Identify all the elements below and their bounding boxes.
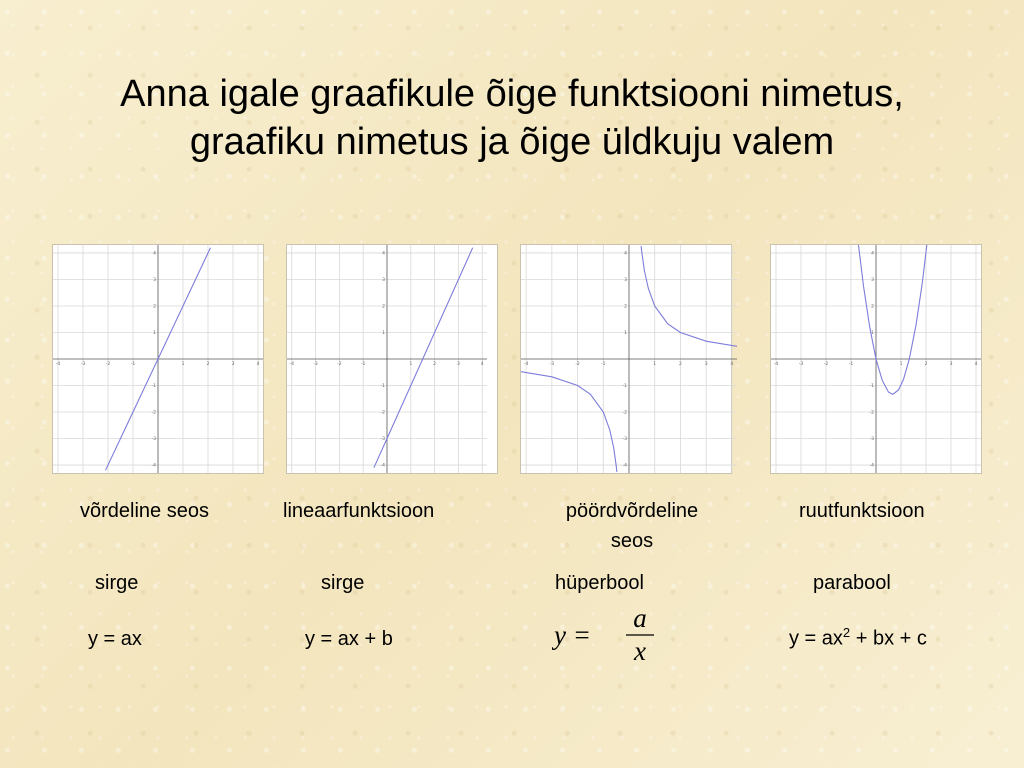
y-tick-label: 4	[871, 251, 874, 257]
plot-3-svg	[521, 245, 737, 473]
x-tick-label: -4	[55, 362, 61, 367]
y-tick-label: 1	[871, 330, 874, 336]
formula-3-lhs: y =	[554, 620, 591, 650]
y-tick-label: -2	[151, 410, 156, 416]
y-tick-label: -4	[151, 463, 156, 469]
title-line-2: graafiku nimetus ja õige üldkuju valem	[189, 121, 835, 163]
y-tick-label: 4	[624, 251, 627, 257]
x-tick-label: 1	[181, 362, 185, 367]
x-tick-label: -2	[575, 362, 580, 367]
y-tick-label: 2	[871, 304, 874, 310]
x-tick-label: -1	[848, 362, 854, 367]
x-tick-label: -3	[80, 362, 86, 367]
y-tick-label: -4	[622, 463, 627, 469]
y-tick-label: -3	[869, 437, 874, 443]
y-tick-label: -1	[622, 384, 627, 390]
y-tick-label: 4	[153, 251, 156, 257]
x-tick-label: -4	[773, 362, 779, 367]
x-tick-label: 4	[256, 362, 260, 367]
x-tick-label: 2	[206, 362, 210, 367]
function-curve	[858, 245, 928, 394]
x-tick-label: 2	[433, 362, 437, 367]
function-curve	[521, 372, 617, 472]
function-name-3-line-2: seos	[610, 530, 654, 552]
plot-quadratic-function	[770, 244, 982, 474]
formula-3-denominator: x	[634, 636, 646, 666]
y-tick-label: -2	[622, 410, 627, 416]
x-tick-label: 3	[949, 362, 953, 367]
x-tick-label: -4	[523, 362, 529, 367]
y-tick-label: 2	[382, 304, 385, 310]
y-tick-label: 2	[624, 304, 627, 310]
x-tick-label: 3	[231, 362, 235, 367]
x-tick-label: -2	[823, 362, 829, 367]
x-tick-label: 1	[653, 362, 657, 367]
y-tick-label: -4	[380, 463, 385, 469]
x-tick-label: 1	[409, 362, 413, 367]
y-tick-label: 4	[382, 251, 385, 257]
y-tick-label: -1	[380, 384, 385, 390]
y-tick-label: 3	[153, 277, 156, 283]
x-tick-label: 2	[678, 362, 682, 367]
y-tick-label: 1	[382, 330, 385, 336]
x-tick-label: 1	[899, 362, 903, 367]
x-tick-label: 4	[974, 362, 978, 367]
formula-4-rest: + bx + c	[850, 627, 927, 650]
x-tick-label: -1	[130, 362, 136, 367]
y-tick-label: 1	[153, 330, 156, 336]
function-name-2: lineaarfunktsioon	[283, 500, 435, 522]
graph-name-1: sirge	[95, 572, 139, 594]
formula-4-exponent: 2	[842, 625, 851, 640]
y-tick-label: 3	[871, 277, 874, 283]
function-name-4: ruutfunktsioon	[799, 500, 925, 522]
function-curve	[374, 248, 473, 468]
x-tick-label: -3	[798, 362, 804, 367]
y-tick-label: -1	[151, 384, 156, 390]
x-tick-label: 4	[480, 362, 484, 367]
x-tick-label: -2	[337, 362, 342, 367]
curve-group	[858, 245, 928, 394]
x-tick-label: -4	[289, 362, 295, 367]
x-tick-label: -1	[360, 362, 366, 367]
plot-inverse-proportion	[520, 244, 732, 474]
function-curve	[641, 246, 737, 346]
slide-title	[0, 70, 1024, 166]
y-tick-label: -3	[622, 437, 627, 443]
y-tick-label: -4	[869, 463, 874, 469]
plot-2-svg	[287, 245, 487, 473]
curve-group	[374, 248, 473, 468]
function-name-3-line-1: pöördvõrdeline	[565, 500, 699, 522]
y-tick-label: -2	[380, 410, 385, 416]
x-tick-label: -2	[105, 362, 111, 367]
graph-name-3: hüperbool	[555, 572, 644, 594]
y-tick-label: 2	[153, 304, 156, 310]
graph-name-2: sirge	[321, 572, 365, 594]
y-tick-label: 3	[382, 277, 385, 283]
y-tick-label: -1	[869, 384, 874, 390]
y-tick-label: -2	[869, 410, 874, 416]
x-tick-label: 4	[730, 362, 734, 367]
plot-1-svg	[53, 245, 263, 473]
y-tick-label: 1	[624, 330, 627, 336]
formula-4	[789, 618, 927, 654]
x-tick-label: -1	[601, 362, 606, 367]
x-tick-label: 2	[924, 362, 928, 367]
x-tick-label: 3	[456, 362, 460, 367]
formula-3	[552, 604, 664, 668]
y-tick-label: -3	[151, 437, 156, 443]
plot-direct-proportion	[52, 244, 264, 474]
formula-4-base: y = ax	[789, 627, 843, 650]
x-tick-label: -3	[313, 362, 318, 367]
title-line-1: Anna igale graafikule õige funktsiooni nimetus,	[120, 73, 904, 115]
formula-2: y = ax + b	[305, 628, 393, 650]
x-tick-label: 3	[704, 362, 708, 367]
formula-3-numerator: a	[633, 604, 647, 633]
function-name-1: võrdeline seos	[80, 500, 209, 522]
function-name-3	[532, 496, 732, 556]
x-tick-label: -3	[549, 362, 555, 367]
y-tick-label: 3	[624, 277, 627, 283]
plot-4-svg	[771, 245, 981, 473]
y-tick-label: -3	[380, 437, 385, 443]
graph-name-4: parabool	[813, 572, 891, 594]
plot-linear-function	[286, 244, 498, 474]
formula-1: y = ax	[88, 628, 142, 650]
